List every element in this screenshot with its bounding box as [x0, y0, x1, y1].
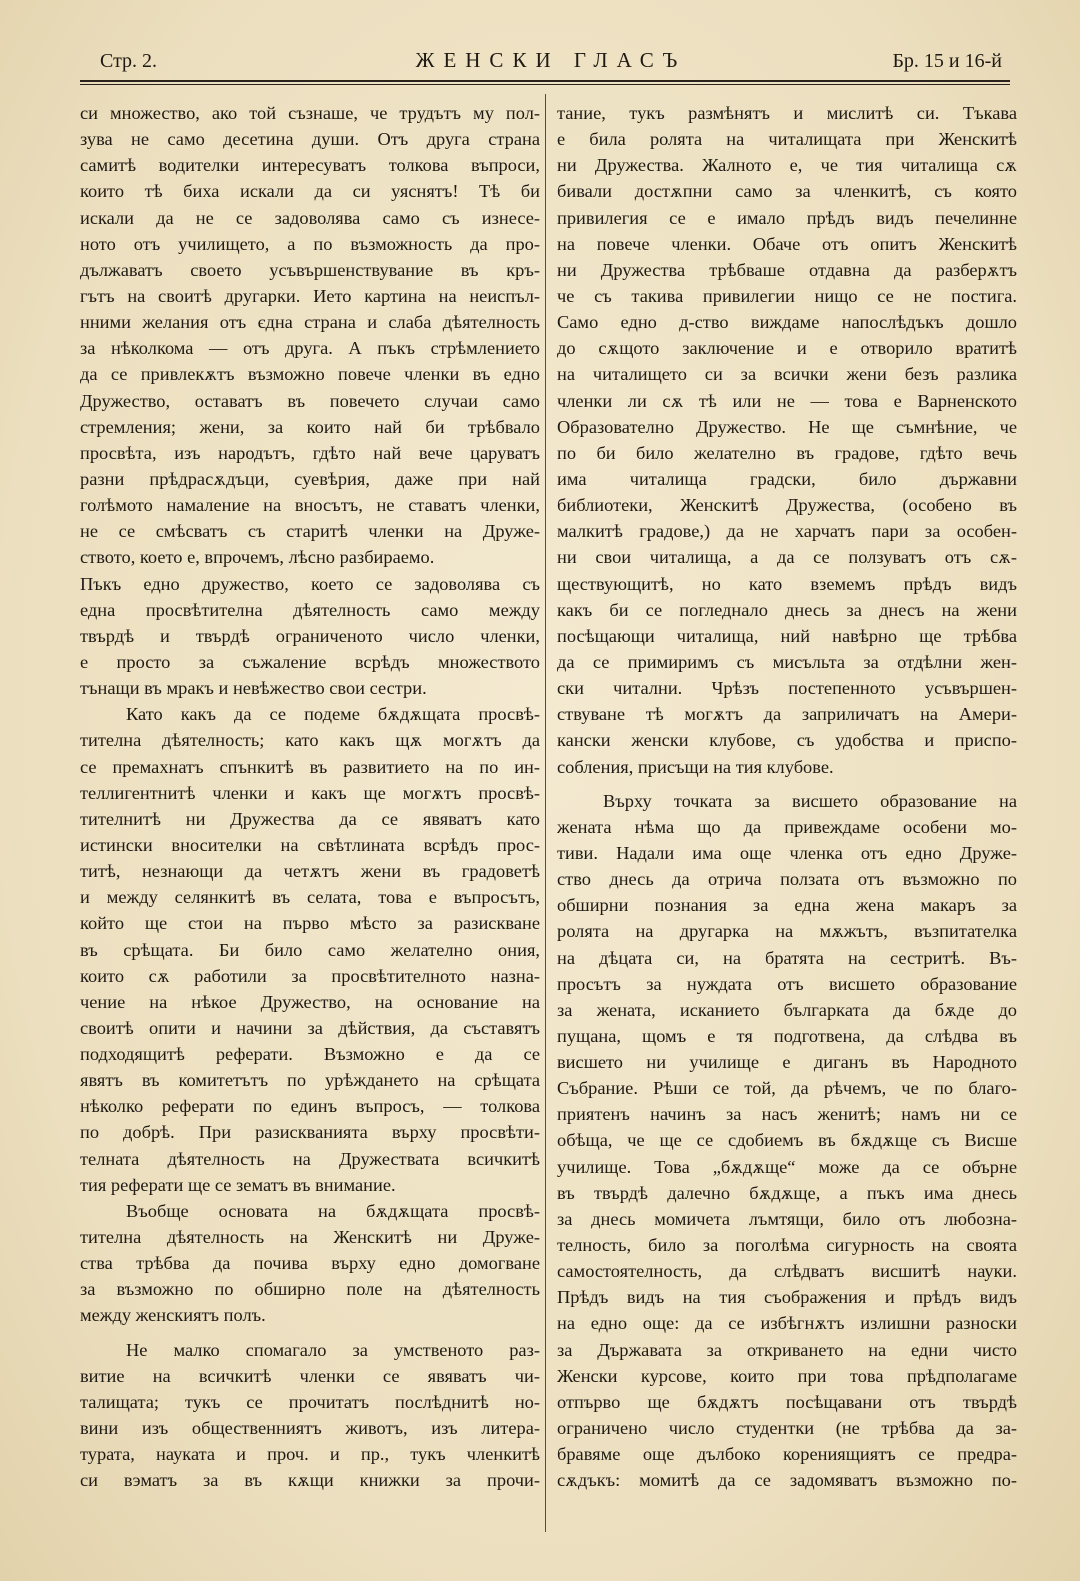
text-line: нними желания отъ єдна страна и слаба дѣятелность — [80, 312, 540, 333]
text-line: самитѣ водителки интересуватъ толкова въпроси, — [80, 155, 540, 176]
text-line: тия реферати ще се зематъ въ внимание. — [80, 1174, 396, 1195]
text-line: Въобще основата на бѫдѫщата просвѣ- — [126, 1200, 540, 1221]
paragraph-gap — [80, 1329, 540, 1337]
text-line: Образователно Дружество. Не ще съмнѣние, че — [557, 416, 1017, 437]
text-line: една просвѣтителна дѣятелность само между — [80, 599, 540, 620]
text-line: на едно още: да се избѣгнѫтъ излишни разноски — [557, 1313, 1017, 1334]
text-line: ствуване тѣ могѫтъ да заприличатъ на Амери- — [557, 704, 1017, 725]
text-line: просвѣта, изъ народътъ, гдѣто най вече царуватъ — [80, 442, 540, 463]
text-line: ни свои читалища, а да се ползуватъ отъ сѫ- — [557, 547, 1017, 568]
text-line: ществующитѣ, но като вземемъ прѣдъ видъ — [557, 573, 1017, 594]
text-line: пущана, щомъ е тя подготвена, да слѣдва въ — [557, 1025, 1017, 1046]
text-line: за днесь момичета лъмтящи, било отъ любозна- — [557, 1208, 1017, 1229]
text-line: и между селянкитѣ въ селата, това е въпросътъ, — [80, 887, 540, 908]
text-line: на дѣцата си, на братята на сестритѣ. Въ- — [557, 947, 1017, 968]
text-line: за нѣколкома — отъ друга. А пъкъ стрѣмлението — [80, 338, 540, 359]
text-line: вини изъ общественниятъ животъ, изъ литера- — [80, 1418, 540, 1439]
text-line: стремления; жени, за които най би трѣбвало — [80, 416, 540, 437]
text-line: нѣколко реферати по единъ въпросъ, — толкова — [80, 1096, 540, 1117]
text-line: училище. Това „бѫдѫще“ може да се обърне — [557, 1156, 1017, 1177]
text-line: телность, било за поголѣма сигурность на своята — [557, 1235, 1017, 1256]
text-line: Прѣдъ видъ на тия съображения и прѣдъ видъ — [557, 1287, 1017, 1308]
text-line: малкитѣ градове,) да не харчатъ пари за особен- — [557, 521, 1017, 542]
text-line: ни Дружества трѣбваше отдавна да разберѫтъ — [557, 259, 1017, 280]
text-line: се премахнатъ спънкитѣ въ развитието на по ин- — [80, 756, 540, 777]
text-line: кански женски клубове, съ удобства и приспо- — [557, 730, 1017, 751]
text-line: бравяме още дълбоко корениящиятъ се предра- — [557, 1444, 1017, 1465]
left-column — [80, 100, 540, 1493]
text-line: Върху точката за висшето образование на — [603, 790, 1017, 811]
text-line: дължаватъ своето усъвършенствувание въ кръ- — [80, 259, 540, 280]
text-line: библиотеки, Женскитѣ Дружества, (особено въ — [557, 495, 1017, 516]
text-line: чение на нѣкое Дружество, на основание на — [80, 991, 540, 1012]
text-line: Като какъ да се подеме бѫдѫщата просвѣ- — [126, 704, 540, 725]
text-line: турата, науката и проч. и пр., тукъ членкитѣ — [80, 1444, 540, 1465]
text-line: ства трѣбва да почива върху едно домогване — [80, 1253, 540, 1274]
text-line: на читалището си за всички жени безъ разлика — [557, 364, 1017, 385]
text-line: обширни познания за една жена макаръ за — [557, 895, 1017, 916]
text-line: по би било желателно въ градове, гдѣто вечь — [557, 442, 1017, 463]
header-rule — [80, 80, 1010, 82]
text-line: които тѣ биха искали да си уяснятъ! Тѣ би — [80, 181, 540, 202]
text-line: сѫдъкъ: момитѣ да се задомяватъ възможно по- — [557, 1470, 1017, 1491]
text-line: твърдѣ и твърдѣ ограниченото число членки, — [80, 625, 540, 646]
text-line: искали да не се задоволява само съ изнесе- — [80, 207, 540, 228]
text-line: Само едно д-ство виждаме напослѣдъкъ дошло — [557, 312, 1017, 333]
text-line: приятенъ начинъ за насъ женитѣ; намъ ни се — [557, 1104, 1017, 1125]
text-line: да се примиримъ съ мисъльта за отдѣлни жен- — [557, 651, 1017, 672]
text-line: е била ролята на читалищата при Женскитѣ — [557, 129, 1017, 150]
text-line: ролята на другарка на мѫжътъ, възпитателка — [557, 921, 1017, 942]
text-line: подходящитѣ реферати. Възможно е да се — [80, 1044, 540, 1065]
text-line: тание, тукъ размѣнятъ и мислитѣ си. Тъкава — [557, 103, 1017, 123]
text-line: Не малко спомагало за умственото раз- — [126, 1339, 540, 1360]
text-line: който ще стои на първо мѣсто за разискване — [80, 913, 540, 934]
text-line: истински вносителки на свѣтлината всрѣдъ прос- — [80, 834, 540, 855]
issue-number: Бр. 15 и 16-й — [892, 50, 1002, 72]
text-line: на повече членки. Обаче отъ опитъ Женскитѣ — [557, 233, 1017, 254]
text-line: зува не само десетина души. Отъ друга страна — [80, 129, 540, 150]
paragraph-gap — [557, 780, 1017, 788]
text-line: си множество, ако той съзнаше, че трудътъ му пол- — [80, 103, 540, 123]
text-line: въ твърдѣ далечно бѫдѫще, а пъкъ има днесь — [557, 1182, 1017, 1203]
text-line: жената нѣма що да привеждаме особени мо- — [557, 816, 1017, 837]
text-line: по добрѣ. При разискванията върху просвѣти- — [80, 1122, 540, 1143]
text-line: гътъ на своитѣ другарки. Ието картина на неиспъл- — [80, 285, 540, 306]
text-line: ството, което е, впрочемъ, лѣсно разбираемо. — [80, 547, 435, 568]
newspaper-title: ЖЕНСКИ ГЛАСЪ — [415, 48, 687, 72]
text-line: какъ би се погледнало днесь за днесъ на жени — [557, 599, 1017, 620]
page-number: Стр. 2. — [100, 50, 158, 72]
text-line: си вэматъ за въ кѫщи книжки за прочи- — [80, 1470, 540, 1491]
right-column — [557, 100, 1017, 1493]
text-line: витие на всичкитѣ членки се явяватъ чи- — [80, 1365, 540, 1386]
text-line: разни прѣдрасѫдъци, суевѣрия, даже при най — [80, 468, 540, 489]
text-line: телната дѣятелность на Дружествата всичкитѣ — [80, 1148, 540, 1169]
column-separator — [545, 94, 546, 1532]
text-line: титѣ, незнающи да четѫтъ жени въ градоветѣ — [80, 861, 540, 882]
text-line: има читалища градски, било държавни — [557, 468, 1017, 489]
text-line: че съ такива привилегии нищо се не постига. — [557, 285, 1017, 306]
text-line: посѣщающи читалища, ний навѣрно ще трѣбва — [557, 625, 1017, 646]
text-line: явятъ въ комитетътъ по урѣждането на срѣщата — [80, 1070, 540, 1091]
text-line: членки ли сѫ тѣ или не — това е Варненското — [557, 390, 1017, 411]
text-line: висшето ни училище е диганъ въ Народното — [557, 1052, 1017, 1073]
text-line: бивали достѫпни само за членкитѣ, съ която — [557, 181, 1017, 202]
text-line: за възможно по обширно поле на дѣятелность — [80, 1279, 540, 1300]
text-line: ограничено число студентки (не трѣбва да за- — [557, 1418, 1017, 1439]
text-line: Женски курсове, които при това прѣдполагаме — [557, 1365, 1017, 1386]
text-line: между женскиятъ полъ. — [80, 1305, 266, 1326]
text-line: които сѫ работили за просвѣтителното назна- — [80, 965, 540, 986]
text-line: привилегия се е имало прѣдъ видъ печелинне — [557, 207, 1017, 228]
text-line: ни Дружества. Жалното е, че тия читалища сѫ — [557, 155, 1017, 176]
page-header — [96, 44, 1006, 80]
text-line: тителна дѣятелность; като какъ щѫ могѫтъ да — [80, 730, 540, 751]
text-line: своитѣ опити и начини за дѣйствия, да съставятъ — [80, 1017, 540, 1038]
text-line: не се смѣсватъ съ старитѣ членки на Друже- — [80, 521, 540, 542]
text-line: талищата; тукъ се прочитатъ послѣднитѣ но- — [80, 1391, 540, 1412]
text-line: ното отъ училището, а по възможность да про- — [80, 233, 540, 254]
text-line: до сѫщото заключение и е отворило вратитѣ — [557, 338, 1017, 359]
text-line: Дружество, оставатъ въ повечето случаи само — [80, 390, 540, 411]
text-line: ство днесь да отрича ползата отъ възможно по — [557, 869, 1017, 890]
text-line: Пъкъ едно дружество, което се задоволява съ — [80, 573, 540, 594]
text-line: да се привлекѫтъ възможно повече членки въ едно — [80, 364, 540, 385]
text-line: голѣмото намаление на вносътъ, не ставатъ членки, — [80, 495, 540, 516]
text-line: самостоятелность, да слѣдватъ висшитѣ науки. — [557, 1261, 1017, 1282]
text-line: Събрание. Рѣши се той, да рѣчемъ, че по благо- — [557, 1078, 1017, 1099]
text-line: собления, присъщи на тия клубове. — [557, 756, 834, 777]
text-line: тиви. Надали има още членка отъ едно Друже- — [557, 842, 1017, 863]
text-line: просътъ за нуждата отъ висшето образование — [557, 973, 1017, 994]
text-line: за Държавата за откриването на едни чисто — [557, 1339, 1017, 1360]
text-line: тителнитѣ ни Дружества да се явяватъ като — [80, 808, 540, 829]
text-line: за жената, исканието българката да бѫде до — [557, 999, 1017, 1020]
text-line: е просто за съжаление всрѣдъ множеството — [80, 651, 540, 672]
text-line: въ срѣщата. Би било само желателно ония, — [80, 939, 540, 960]
text-line: теллигентнитѣ членки и какъ ще могѫтъ просвѣ- — [80, 782, 540, 803]
text-line: отпърво ще бѫдѫтъ посѣщавани отъ твърдѣ — [557, 1391, 1017, 1412]
text-line: тънащи въ мракъ и невѣжество свои сестри. — [80, 678, 427, 699]
text-line: ски читални. Чрѣзъ постепенното усъвършен- — [557, 678, 1017, 699]
header-rule-thin — [80, 84, 1010, 85]
text-line: обѣща, че ще се сдобиемъ въ бѫдѫще съ Висше — [557, 1130, 1017, 1151]
text-line: тителна дѣятелность на Женскитѣ ни Друже- — [80, 1227, 540, 1248]
